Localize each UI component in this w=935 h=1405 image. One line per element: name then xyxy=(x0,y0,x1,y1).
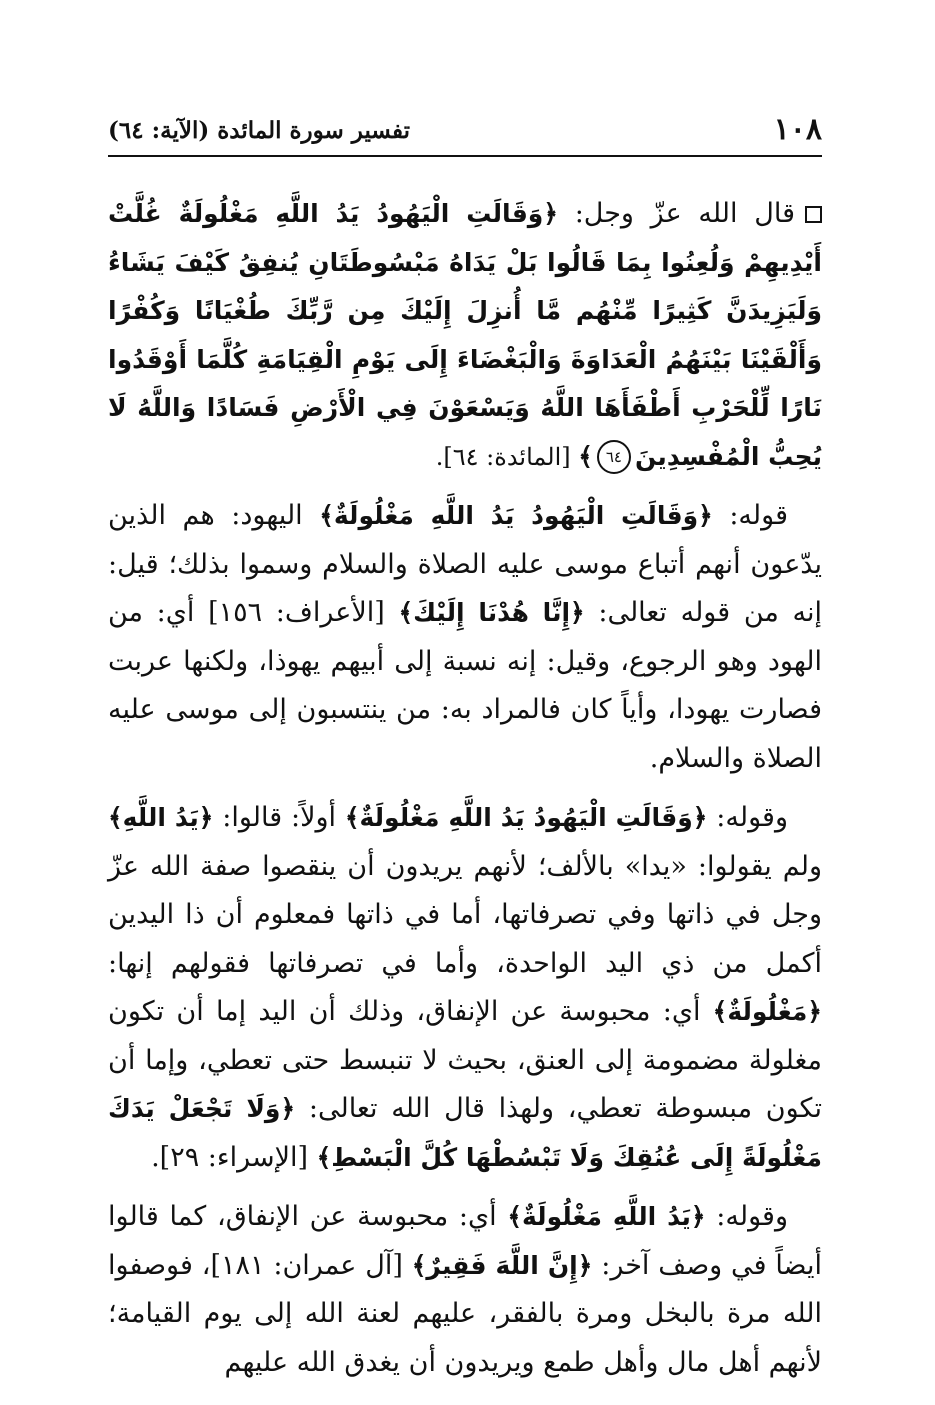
text-segment: [آل عمران: ١٨١]، فوصفوا الله مرة بالبخل ومرة بالفقر، عليهم لعنة الله إلى يوم القيامة؛ لأنهم أهل مال وأهل طمع ويريدون أن يغدق الله عليهم xyxy=(108,1249,822,1378)
paragraph-verse xyxy=(108,190,822,481)
header-divider xyxy=(108,155,822,157)
verse-reference: [المائدة: ٦٤]. xyxy=(435,442,579,471)
page-body xyxy=(108,190,822,1398)
paragraph-maghlula xyxy=(108,1193,822,1387)
quran-quote: ﴿يَدُ اللَّهِ﴾ xyxy=(108,803,214,832)
text-segment: أي: محبوسة عن الإنفاق، وذلك أن اليد إما أن تكون مغلولة مضمومة إلى العنق، بحيث لا تنبسط حتى تعطي، وإما أن تكون مبسوطة تعطي، ولهذا قال الله تعالى: xyxy=(108,996,822,1124)
paragraph-yahud xyxy=(108,492,822,783)
paragraph-yad-allah xyxy=(108,794,822,1182)
quran-verse-close: ﴾ xyxy=(578,441,593,471)
quran-quote: ﴿وَقَالَتِ الْيَهُودُ يَدُ اللَّهِ مَغْلُولَةٌ﴾ xyxy=(344,803,708,832)
text-segment: أي: محبوسة عن الإنفاق، كما قالوا أيضاً في وصف آخر: xyxy=(108,1201,822,1281)
page-header xyxy=(108,112,822,152)
running-title: تفسير سورة المائدة (الآية: ٦٤) xyxy=(108,117,410,144)
quran-quote: ﴿وَلَا تَجْعَلْ يَدَكَ مَغْلُولَةً إِلَى عُنُقِكَ وَلَا تَبْسُطْهَا كُلَّ الْبَسْطِ﴾ xyxy=(108,1094,822,1172)
quran-quote: ﴿مَغْلُولَةٌ﴾ xyxy=(712,997,822,1026)
quran-quote: ﴿إِنَّ اللَّهَ فَقِيرٌ﴾ xyxy=(411,1250,593,1280)
text-segment: [الإسراء: ٢٩]. xyxy=(151,1141,317,1173)
quran-quote: ﴿إِنَّا هُدْنَا إِلَيْكَ﴾ xyxy=(398,598,585,627)
text-segment: وقوله: xyxy=(705,1201,788,1232)
ayah-number-icon: ٦٤ xyxy=(597,440,631,474)
text-segment: قوله: xyxy=(712,500,788,531)
square-bullet-icon xyxy=(805,206,822,223)
text-segment: [الأعراف: ١٥٦] أي: من الهود وهو الرجوع، وقيل: إنه نسبة إلى أبيهم يهوذا، ولكنها عربت فصارت يهودا، وأياً كان فالمراد به: من ينتسبون إلى موسى عليه الصلاة والسلام. xyxy=(108,597,822,774)
quran-verse: ﴿وَقَالَتِ الْيَهُودُ يَدُ اللَّهِ مَغْلُولَةٌ غُلَّتْ أَيْدِيهِمْ وَلُعِنُوا بِمَا قَالُوا بَلْ يَدَاهُ مَبْسُوطَتَانِ يُنفِقُ كَيْفَ يَشَاءُ وَلَيَزِيدَنَّ كَثِيرًا مِّنْهُم مَّا أُنزِلَ إِلَيْكَ مِن رَّبِّكَ طُغْيَانًا وَكُفْرًا وَأَلْقَيْنَا بَيْنَهُمُ الْعَدَاوَةَ وَالْبَغْضَاءَ إِلَى يَوْمِ الْقِيَامَةِ كُلَّمَا أَوْقَدُوا نَارًا لِّلْحَرْبِ أَطْفَأَهَا اللَّهُ وَيَسْعَوْنَ فِي الْأَرْضِ فَسَادًا وَاللَّهُ لَا يُحِبُّ الْمُفْسِدِينَ xyxy=(108,199,822,471)
text-segment: أولاً: قالوا: xyxy=(213,802,345,833)
quran-quote: ﴿يَدُ اللَّهِ مَغْلُولَةٌ﴾ xyxy=(507,1202,706,1231)
verse-intro: قال الله عزّ وجل: xyxy=(558,198,795,229)
text-segment: اليهود: هم الذين يدّعون أنهم أتباع موسى عليه الصلاة والسلام وسموا بذلك؛ قيل: إنه من قوله تعالى: xyxy=(108,500,822,628)
text-segment: وقوله: xyxy=(707,802,788,833)
text-segment: ولم يقولوا: «يدا» بالألف؛ لأنهم يريدون أن ينقصوا صفة الله عزّ وجل في ذاتها وفي تصرفاتها، أما في ذاتها فمعلوم أن ذا اليدين أكمل من ذي اليد الواحدة، وأما في تصرفاتها فقولهم إنها: xyxy=(108,850,822,979)
page-number: ١٠٨ xyxy=(773,112,822,147)
quran-quote: ﴿وَقَالَتِ الْيَهُودُ يَدُ اللَّهِ مَغْلُولَةٌ﴾ xyxy=(319,501,713,530)
